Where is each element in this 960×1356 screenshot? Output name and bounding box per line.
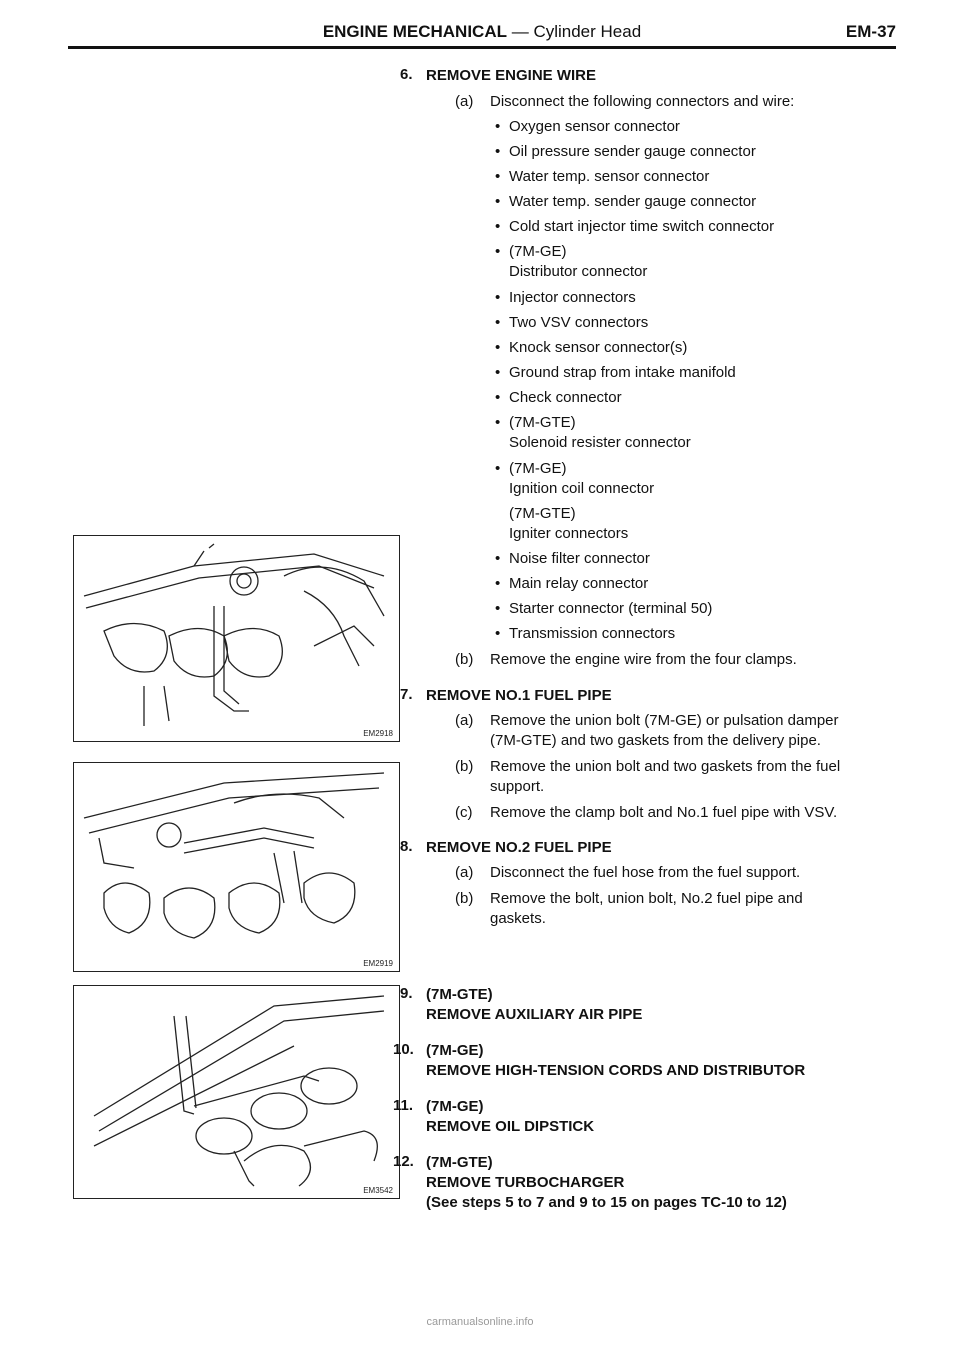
substep-text: Disconnect the fuel hose from the fuel support. (490, 864, 801, 881)
list-item: • Check connector (495, 388, 622, 407)
step-qualifier: (7M-GE) (426, 1042, 484, 1059)
substep-label: (b) (455, 651, 474, 668)
list-item: • Two VSV connectors (495, 313, 648, 332)
substep-label: (b) (455, 758, 474, 775)
list-item: • Noise filter connector (495, 549, 650, 568)
figure-label: EM2918 (363, 729, 393, 738)
step-qualifier: (7M-GTE) (426, 1154, 493, 1171)
figure-label: EM2919 (363, 959, 393, 968)
substep-text: Remove the bolt, union bolt, No.2 fuel pipe and (490, 890, 803, 907)
list-item: • (7M-GE) (495, 242, 567, 261)
watermark-footer: carmanualsonline.info (426, 1316, 534, 1328)
list-item-continuation: Solenoid resister connector (509, 434, 691, 451)
list-item-continuation: Ignition coil connector (509, 480, 655, 497)
step-note: (See steps 5 to 7 and 9 to 15 on pages TC-10 to 12) (426, 1194, 787, 1211)
substep-text: (7M-GTE) and two gaskets from the delivery pipe. (490, 732, 821, 749)
step-number: 7. (400, 686, 413, 703)
substep-text: Remove the engine wire from the four clamps. (490, 651, 797, 668)
substep-text: support. (490, 778, 545, 795)
substep-label: (c) (455, 804, 473, 821)
figure-em3542 (73, 985, 400, 1199)
list-item: • Starter connector (terminal 50) (495, 599, 712, 618)
list-item-continuation: Distributor connector (509, 263, 648, 280)
step-title: REMOVE AUXILIARY AIR PIPE (426, 1006, 643, 1023)
step-title: REMOVE TURBOCHARGER (426, 1174, 625, 1191)
step-number: 10. (393, 1041, 414, 1058)
step-number: 6. (400, 66, 413, 83)
substep-text: Remove the clamp bolt and No.1 fuel pipe with VSV. (490, 804, 838, 821)
engine-illustration-3 (74, 986, 399, 1198)
step-title: REMOVE NO.2 FUEL PIPE (426, 839, 612, 856)
list-item: • Oxygen sensor connector (495, 117, 680, 136)
step-title: REMOVE OIL DIPSTICK (426, 1118, 595, 1135)
step-qualifier: (7M-GTE) (426, 986, 493, 1003)
step-number: 9. (400, 985, 413, 1002)
step-title: REMOVE NO.1 FUEL PIPE (426, 687, 612, 704)
step-number: 11. (393, 1097, 414, 1114)
list-item-continuation: (7M-GTE) (509, 505, 576, 522)
substep-text: gaskets. (490, 910, 546, 927)
page-code: EM-37 (845, 22, 896, 41)
substep-label: (b) (455, 890, 474, 907)
substep-text: Remove the union bolt and two gaskets from the fuel (490, 758, 841, 775)
substep-text: Remove the union bolt (7M-GE) or pulsation damper (490, 712, 839, 729)
step-title: REMOVE HIGH-TENSION CORDS AND DISTRIBUTOR (426, 1062, 806, 1079)
list-item: • Knock sensor connector(s) (495, 338, 687, 357)
list-item: • Ground strap from intake manifold (495, 363, 736, 382)
list-item: • Cold start injector time switch connector (495, 217, 774, 236)
header-dash: — (506, 22, 534, 41)
header-title (68, 22, 896, 42)
header-subtitle: Cylinder Head (533, 22, 642, 41)
engine-illustration-2 (74, 763, 399, 971)
substep-label: (a) (455, 712, 474, 729)
substep-label: (a) (455, 864, 474, 881)
figure-em2919 (73, 762, 400, 972)
page-header (68, 22, 896, 48)
list-item: • Main relay connector (495, 574, 648, 593)
substep-text: Disconnect the following connectors and wire: (490, 93, 795, 110)
list-item: • Transmission connectors (495, 624, 675, 643)
step-number: 12. (393, 1153, 414, 1170)
step-qualifier: (7M-GE) (426, 1098, 484, 1115)
header-rule (68, 46, 896, 49)
list-item: • Injector connectors (495, 288, 636, 307)
figure-label: EM3542 (363, 1186, 393, 1195)
figure-em2918 (73, 535, 400, 742)
list-item: • Water temp. sender gauge connector (495, 192, 756, 211)
step-number: 8. (400, 838, 413, 855)
engine-illustration-1 (74, 536, 399, 741)
list-item-continuation: Igniter connectors (509, 525, 629, 542)
substep-label: (a) (455, 93, 474, 110)
list-item: • Oil pressure sender gauge connector (495, 142, 756, 161)
step-title: REMOVE ENGINE WIRE (426, 67, 597, 84)
list-item: • (7M-GE) (495, 459, 567, 478)
header-section: ENGINE MECHANICAL (322, 22, 507, 41)
list-item: • Water temp. sensor connector (495, 167, 709, 186)
list-item: • (7M-GTE) (495, 413, 576, 432)
